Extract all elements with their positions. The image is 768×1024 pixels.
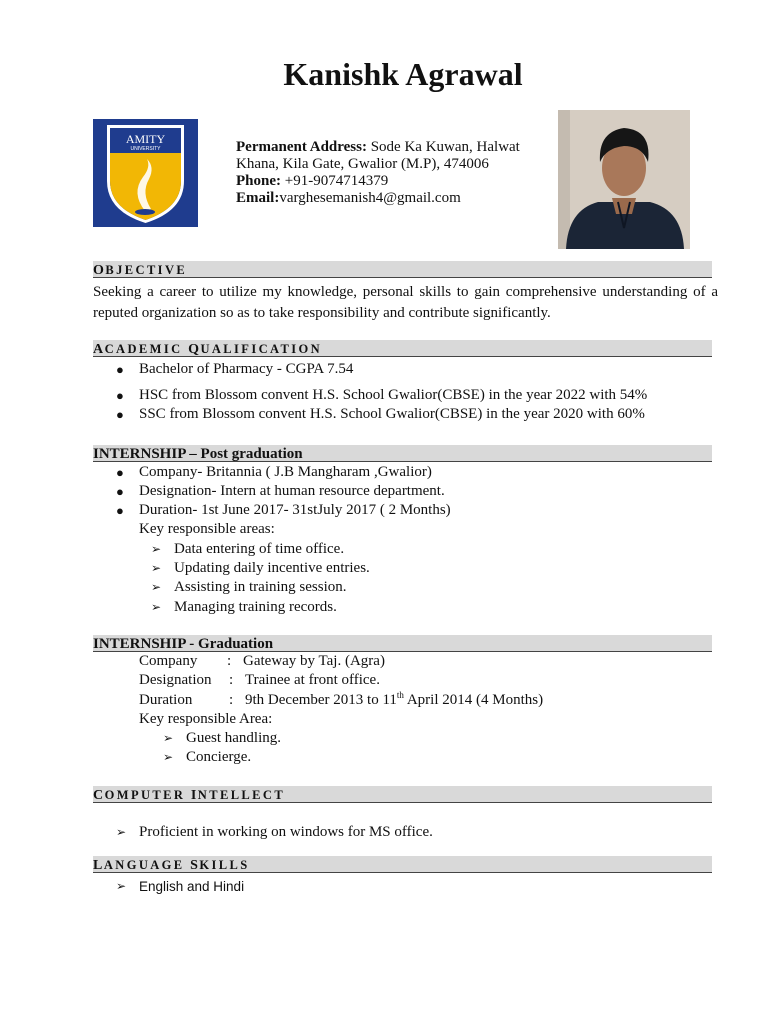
email-value[interactable]: varghesemanish4@gmail.com bbox=[279, 190, 461, 206]
list-item: SSC from Blossom convent H.S. School Gwalior(CBSE) in the year 2020 with 60% bbox=[139, 406, 645, 422]
svg-text:UNIVERSITY: UNIVERSITY bbox=[130, 146, 161, 152]
colon: : bbox=[229, 692, 234, 708]
arrow-bullet-icon: ➢ bbox=[163, 731, 174, 745]
person-photo-icon bbox=[558, 110, 690, 249]
arrow-bullet-icon: ➢ bbox=[151, 561, 162, 575]
arrow-bullet-icon: ➢ bbox=[151, 580, 162, 594]
colon: : bbox=[229, 672, 234, 688]
areas-label: Key responsible areas: bbox=[139, 521, 275, 537]
list-item: HSC from Blossom convent H.S. School Gwalior(CBSE) in the year 2022 with 54% bbox=[139, 387, 648, 403]
company-label: Company bbox=[139, 653, 198, 669]
objective-text: Seeking a career to utilize my knowledge, personal skills to gain comprehensive understanding of a reputed organization so as to take responsibility and contribute significantly. bbox=[93, 284, 718, 321]
list-item: Company- Britannia ( J.B Mangharam ,Gwalior) bbox=[139, 464, 432, 480]
areas-label: Key responsible Area: bbox=[139, 711, 273, 727]
academic-heading: ACADEMIC QUALIFICATION bbox=[93, 342, 323, 357]
svg-text:AMITY: AMITY bbox=[125, 132, 166, 146]
language-heading: LANGUAGE SKILLS bbox=[93, 858, 250, 873]
email-label: Email: bbox=[236, 190, 280, 206]
profile-photo bbox=[558, 110, 690, 249]
duration-value: 9th December 2013 to 11th April 2014 (4 Months) bbox=[245, 690, 544, 708]
list-item: Duration- 1st June 2017- 31stJuly 2017 ( 2 Months) bbox=[139, 502, 451, 518]
designation-value: Trainee at front office. bbox=[245, 672, 380, 688]
arrow-bullet-icon: ➢ bbox=[151, 542, 162, 556]
phone-value: +91-9074714379 bbox=[281, 173, 389, 189]
address-line-2: Khana, Kila Gate, Gwalior (M.P), 474006 bbox=[236, 156, 489, 172]
bullet-dot: ● bbox=[116, 362, 124, 377]
amity-shield-icon bbox=[93, 119, 198, 227]
address-label: Permanent Address: bbox=[236, 139, 367, 155]
list-item: Designation- Intern at human resource department. bbox=[139, 483, 445, 499]
bullet-dot: ● bbox=[116, 465, 124, 480]
bullet-dot: ● bbox=[116, 407, 124, 422]
objective-heading: OBJECTIVE bbox=[93, 263, 188, 278]
colon: : bbox=[227, 653, 232, 669]
list-item: English and Hindi bbox=[139, 879, 245, 894]
address-line-1: Sode Ka Kuwan, Halwat bbox=[366, 139, 520, 155]
list-item: Updating daily incentive entries. bbox=[174, 560, 370, 576]
list-item: Bachelor of Pharmacy - CGPA 7.54 bbox=[139, 361, 354, 377]
page-title: Kanishk Agrawal bbox=[283, 56, 523, 92]
list-item: Managing training records. bbox=[174, 599, 337, 615]
arrow-bullet-icon: ➢ bbox=[116, 879, 127, 893]
list-item: Concierge. bbox=[186, 749, 252, 765]
list-item: Assisting in training session. bbox=[174, 579, 347, 595]
list-item: Guest handling. bbox=[186, 730, 281, 746]
arrow-bullet-icon: ➢ bbox=[163, 750, 174, 764]
list-item: Proficient in working on windows for MS office. bbox=[139, 824, 433, 840]
university-logo bbox=[93, 119, 198, 227]
arrow-bullet-icon: ➢ bbox=[116, 825, 127, 839]
contact-block bbox=[236, 139, 546, 207]
internship-post-heading: INTERNSHIP – Post graduation bbox=[93, 446, 303, 462]
list-item: Data entering of time office. bbox=[174, 541, 345, 557]
company-value: Gateway by Taj. (Agra) bbox=[243, 653, 385, 669]
bullet-dot: ● bbox=[116, 388, 124, 403]
bullet-dot: ● bbox=[116, 484, 124, 499]
duration-label: Duration bbox=[139, 692, 193, 708]
internship-grad-heading: INTERNSHIP - Graduation bbox=[93, 636, 274, 652]
phone-label: Phone: bbox=[236, 173, 281, 189]
arrow-bullet-icon: ➢ bbox=[151, 600, 162, 614]
bullet-dot: ● bbox=[116, 503, 124, 518]
designation-label: Designation bbox=[139, 672, 212, 688]
computer-heading: COMPUTER INTELLECT bbox=[93, 788, 286, 803]
